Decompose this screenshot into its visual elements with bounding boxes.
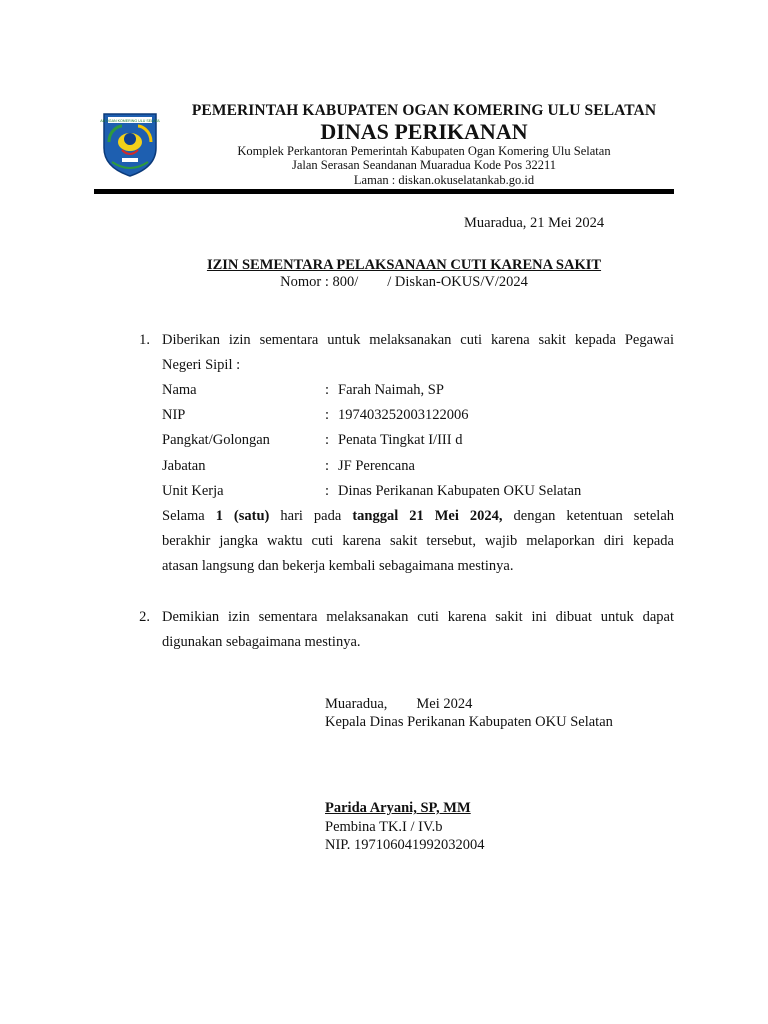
field-colon: : [325,432,330,448]
item1-line2: Negeri Sipil : [162,357,241,373]
field-label-unit: Unit Kerja [162,483,224,499]
field-value-unit: Dinas Perikanan Kabupaten OKU Selatan [338,483,582,499]
field-colon: : [325,483,330,499]
item1-closing-line: atasan langsung dan bekerja kembali sebagaimana mestinya. [162,558,514,574]
leave-duration-line [162,507,674,525]
field-colon: : [325,382,330,398]
letterhead-divider [94,189,674,194]
field-label-jabatan: Jabatan [162,458,206,474]
field-label-nama: Nama [162,382,197,398]
field-value-nip: 197403252003122006 [338,407,469,423]
item1-number: 1. [139,332,150,348]
field-value-nama: Farah Naimah, SP [338,382,444,398]
item1-condition-line: berakhir jangka waktu cuti karena sakit tersebut, wajib melaporkan diri kepada [162,533,674,549]
field-value-pangkat: Penata Tingkat I/III d [338,432,463,448]
signature-position: Kepala Dinas Perikanan Kabupaten OKU Selatan [325,714,613,730]
letterhead-agency: DINAS PERIKANAN [320,119,528,144]
field-colon: : [325,458,330,474]
item1-line1: Diberikan izin sementara untuk melaksanakan cuti karena sakit kepada Pegawai [162,332,674,348]
signatory-nip: NIP. 197106041992032004 [325,837,485,853]
logo-text: KAB OGAN KOMERING ULU SELATAN [100,119,160,123]
letter-date: Muaradua, 21 Mei 2024 [464,215,605,231]
letterhead-government: PEMERINTAH KABUPATEN OGAN KOMERING ULU SELATAN [191,102,657,119]
field-value-jabatan: JF Perencana [338,458,415,474]
leave-duration-mid: hari pada [269,508,353,524]
leave-duration-prefix: Selama [162,508,216,524]
leave-duration-days: 1 (satu) [215,508,270,524]
letterhead-complex: Komplek Perkantoran Pemerintah Kabupaten Ogan Komering Ulu Selatan [237,144,611,158]
item2-number: 2. [139,609,150,625]
letter-title: IZIN SEMENTARA PELAKSANAAN CUTI KARENA SAKIT [206,257,602,273]
signatory-rank: Pembina TK.I / IV.b [325,819,443,835]
field-colon: : [325,407,330,423]
item2-line1: Demikian izin sementara melaksanakan cuti karena sakit ini dibuat untuk dapat [162,609,674,625]
leave-duration-date: tanggal 21 Mei 2024, [352,508,503,524]
field-label-nip: NIP [162,407,186,423]
signature-place-date: Muaradua, Mei 2024 [325,696,473,712]
field-label-pangkat: Pangkat/Golongan [162,432,270,448]
letter-number: Nomor : 800/ / Diskan-OKUS/V/2024 [280,274,528,290]
letterhead-website: Laman : diskan.okuselatankab.go.id [353,173,535,187]
signatory-name: Parida Aryani, SP, MM [325,800,471,816]
leave-duration-suffix: dengan ketentuan setelah [502,508,675,524]
letterhead-address: Jalan Serasan Seandanan Muaradua Kode Pos 32211 [291,158,557,172]
item2-line2: digunakan sebagaimana mestinya. [162,634,361,650]
